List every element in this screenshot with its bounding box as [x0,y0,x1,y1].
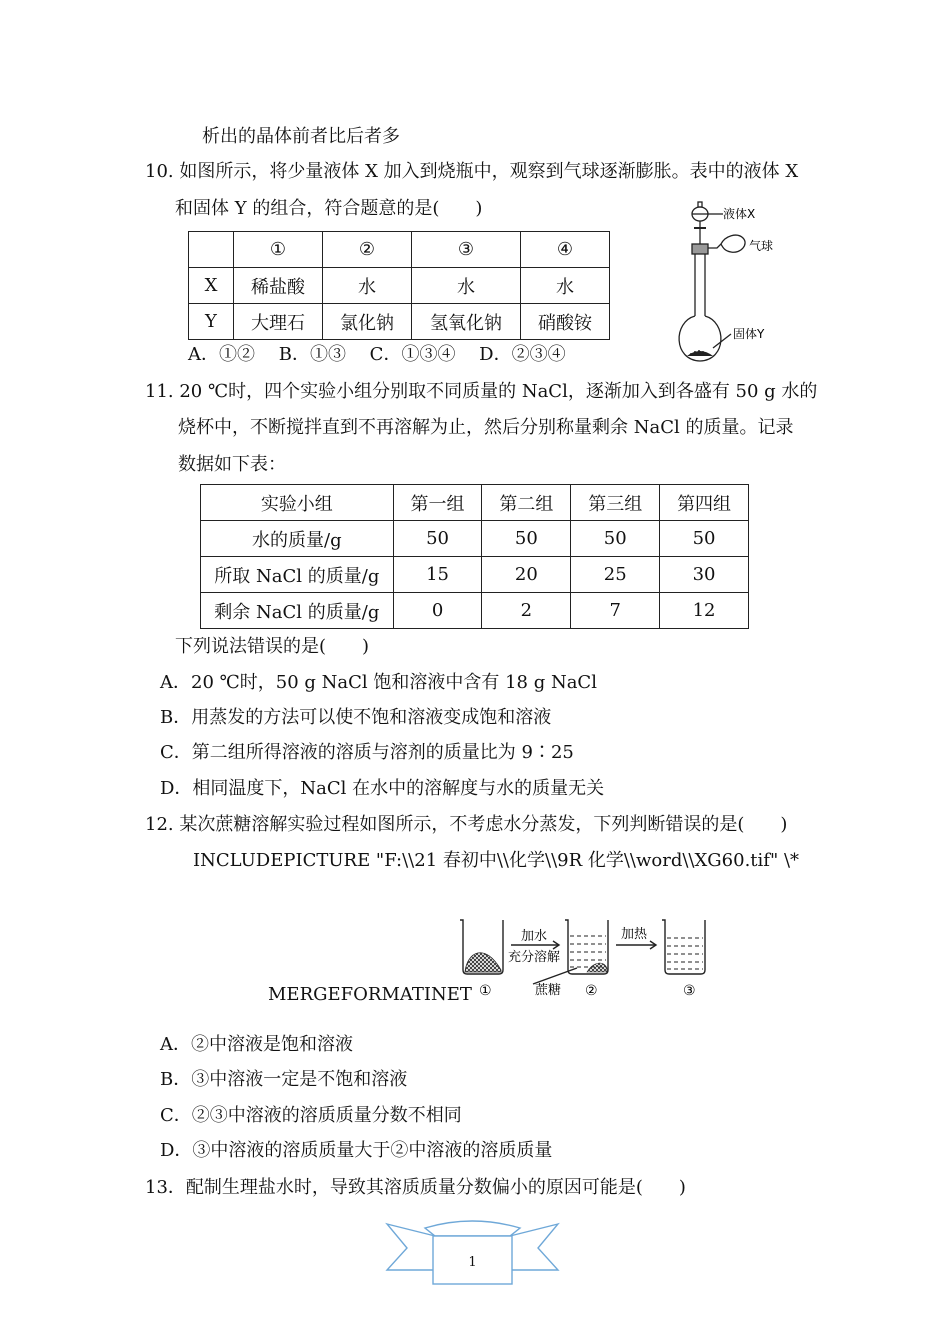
sugar-pile [465,953,501,972]
table-row [201,593,749,629]
table-row [201,521,749,557]
label-heat: 加热 [621,927,648,942]
table-row [189,304,610,340]
label-balloon: 气球 [749,239,774,253]
table-row [201,485,749,521]
table-cell: 剩余 NaCl 的质量/g [201,593,394,629]
stopper [692,244,708,254]
q11-table [200,484,749,629]
table-cell: 第三组 [571,485,660,521]
table-cell: 第一组 [393,485,482,521]
q12-option-c: C．②③中溶液的溶质质量分数不相同 [160,1105,462,1126]
q10-table [188,231,610,340]
table-cell: 第四组 [660,485,749,521]
q13-stem: 13．配制生理盐水时，导致其溶质质量分数偏小的原因可能是( ) [145,1177,686,1198]
table-cell: ④ [521,232,610,268]
table-cell: 硝酸铵 [521,304,610,340]
label-step-3: ③ [683,983,696,999]
label-solid-y: 固体Y [733,327,765,341]
page-number: 1 [468,1255,477,1270]
q11-prompt: 下列说法错误的是( ) [175,636,370,657]
table-row [189,268,610,304]
label-dissolve: 充分溶解 [508,950,561,965]
table-cell: 15 [393,557,482,593]
table-cell: ② [323,232,412,268]
table-cell: 50 [660,521,749,557]
beaker-3 [662,920,705,974]
table-cell: ③ [412,232,521,268]
table-cell [189,232,234,268]
page-number-ribbon [385,1218,560,1288]
table-cell: 50 [482,521,571,557]
table-cell: 2 [482,593,571,629]
q12-option-b: B．③中溶液一定是不饱和溶液 [160,1069,408,1090]
undissolved-sugar [587,963,607,972]
sugar-dissolving-figure [455,912,720,1002]
table-cell: 25 [571,557,660,593]
table-cell: 水 [521,268,610,304]
q12-option-d: D．③中溶液的溶质质量大于②中溶液的溶质质量 [160,1140,553,1161]
q11-stem-line3: 数据如下表： [178,454,286,475]
table-cell: 50 [571,521,660,557]
q9-continuation: 析出的晶体前者比后者多 [202,126,400,147]
balloon [721,235,745,252]
table-cell: 水的质量/g [201,521,394,557]
table-cell: 实验小组 [201,485,394,521]
table-cell: 水 [412,268,521,304]
q11-option-a: A．20 ℃时，50 g NaCl 饱和溶液中含有 18 g NaCl [160,672,597,693]
q11-stem-line1: 11. 20 ℃时，四个实验小组分别取不同质量的 NaCl，逐渐加入到各盛有 50 g 水的 [145,381,818,402]
q12-option-a: A．②中溶液是饱和溶液 [160,1034,353,1055]
q11-stem-line2: 烧杯中，不断搅拌直到不再溶解为止，然后分别称量剩余 NaCl 的质量。记录 [178,417,794,438]
table-cell: ① [234,232,323,268]
table-cell: 氢氧化钠 [412,304,521,340]
table-cell: 稀盐酸 [234,268,323,304]
table-cell: 水 [323,268,412,304]
label-step-2: ② [585,983,598,999]
label-add-water: 加水 [521,929,548,944]
table-cell: 所取 NaCl 的质量/g [201,557,394,593]
table-cell: 氯化钠 [323,304,412,340]
table-cell: 7 [571,593,660,629]
table-cell: 0 [393,593,482,629]
table-cell: 第二组 [482,485,571,521]
label-sugar: 蔗糖 [535,983,562,998]
table-cell: 20 [482,557,571,593]
table-cell: 12 [660,593,749,629]
q11-option-d: D．相同温度下，NaCl 在水中的溶解度与水的质量无关 [160,778,605,799]
table-cell: Y [189,304,234,340]
flask-figure [665,198,795,366]
table-cell: 30 [660,557,749,593]
label-liquid-x: 液体X [723,207,756,221]
label-step-1: ① [479,983,492,999]
table-row [189,232,610,268]
table-cell: 50 [393,521,482,557]
q12-field-code: INCLUDEPICTURE "F:\\21 春初中\\化学\\9R 化学\\word\\XG60.tif" \* [193,850,800,871]
q12-field-format: MERGEFORMATINET [268,984,472,1005]
q12-stem: 12. 某次蔗糖溶解实验过程如图所示，不考虑水分蒸发，下列判断错误的是( ) [145,814,788,835]
q10-options: A．①② B．①③ C．①③④ D．②③④ [188,344,566,365]
q11-option-b: B．用蒸发的方法可以使不饱和溶液变成饱和溶液 [160,707,552,728]
q10-stem-line1: 10. 如图所示，将少量液体 X 加入到烧瓶中，观察到气球逐渐膨胀。表中的液体 X [145,161,799,182]
table-cell: 大理石 [234,304,323,340]
q11-option-c: C．第二组所得溶液的溶质与溶剂的质量比为 9∶25 [160,742,574,763]
table-row [201,557,749,593]
q10-stem-line2: 和固体 Y 的组合，符合题意的是( ) [175,198,483,219]
table-cell: X [189,268,234,304]
